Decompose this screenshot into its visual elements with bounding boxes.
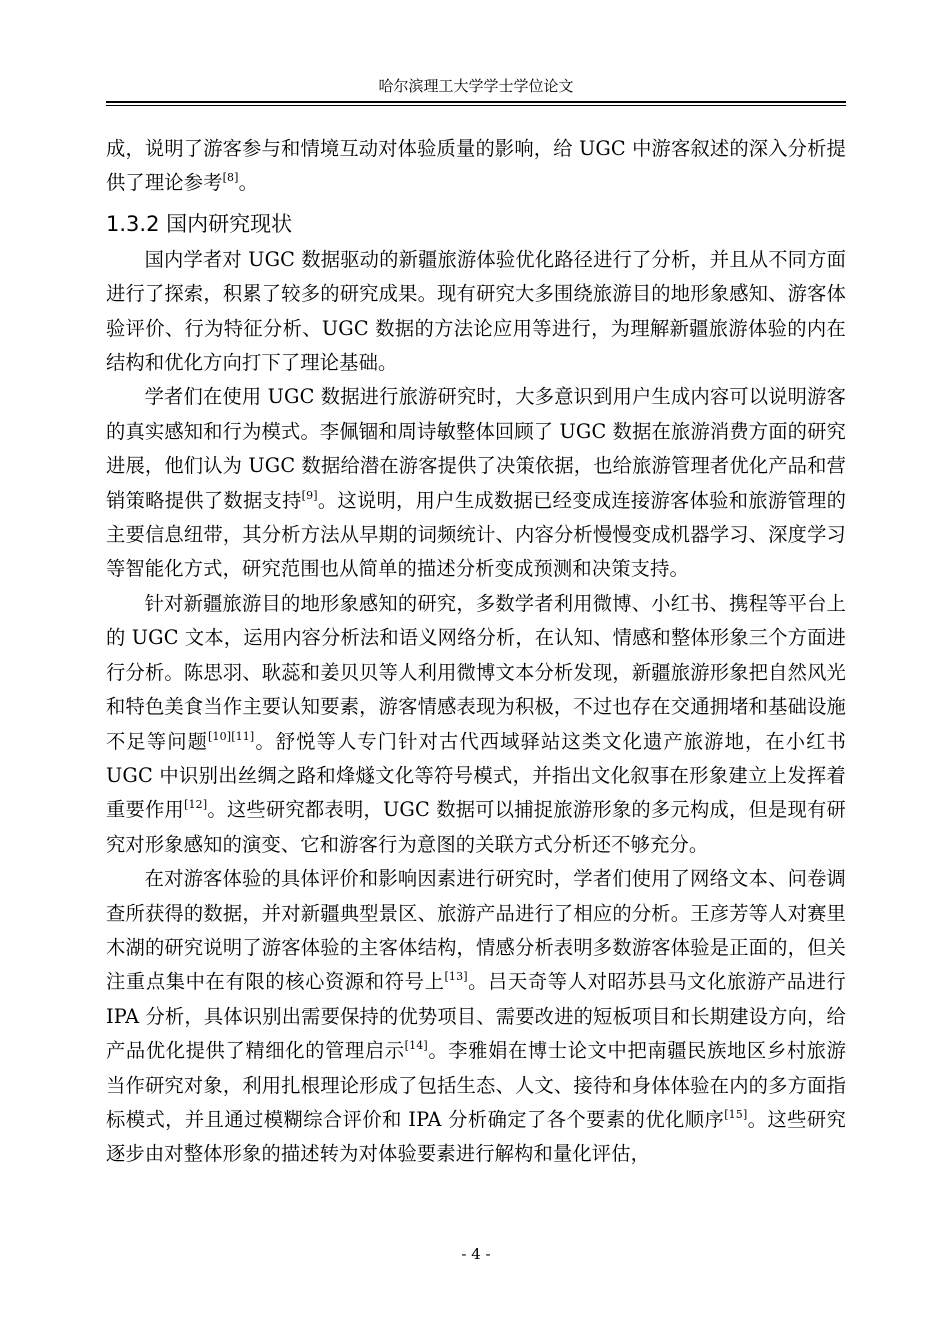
- citation-ref: [13]: [444, 970, 468, 984]
- section-heading: 1.3.2 国内研究现状: [106, 211, 293, 236]
- body-paragraph: [106, 587, 846, 862]
- paragraph-text: 。这些研究都表明，UGC 数据可以捕捉旅游形象的多元构成，但是现有研究对形象感知的演变、它和游客行为意图的关联方式分析还不够充分。: [106, 798, 846, 856]
- body-paragraph: [106, 862, 846, 1172]
- paragraph-text: 成，说明了游客参与和情境互动对体验质量的影响，给 UGC 中游客叙述的深入分析提供了理论参考: [106, 137, 846, 195]
- body-paragraph: [106, 243, 846, 381]
- paragraph-text: 。这些研究逐步由对整体形象的描述转为对体验要素进行解构和量化评估，: [106, 1107, 846, 1166]
- paragraph-text: 。: [238, 171, 259, 195]
- header-rule-thick: [106, 101, 846, 103]
- paragraph-text: 。这说明，用户生成数据已经变成连接游客体验和旅游管理的主要信息纽带，其分析方法从早期的词频统计、内容分析慢慢变成机器学习、深度学习等智能化方式，研究范围也从简单的描述分析变成预测和决策支持。: [106, 488, 846, 581]
- header-rule-thin: [106, 105, 846, 106]
- citation-ref: [10][11]: [208, 729, 255, 743]
- paragraph-text: 在对游客体验的具体评价和影响因素进行研究时，学者们使用了网络文本、问卷调查所获得的数据，并对新疆典型景区、旅游产品进行了相应的分析。王彦芳等人对赛里木湖的研究说明了游客体验的主客体结构，情感分析表明多数游客体验是正面的，但关注重点集中在有限的核心资源和符号上: [106, 867, 846, 994]
- paragraph-text: 。吕天奇等人对昭苏县马文化旅游产品进行 IPA 分析，具体识别出需要保持的优势项目、需要改进的短板项目和长期建设方向，给产品优化提供了精细化的管理启示: [106, 970, 846, 1063]
- citation-ref: [14]: [404, 1038, 428, 1052]
- page-body: [106, 132, 846, 1172]
- paragraph-text: 针对新疆旅游目的地形象感知的研究，多数学者利用微博、小红书、携程等平台上的 UGC 文本，运用内容分析法和语义网络分析，在认知、情感和整体形象三个方面进行分析。陈思羽、耿蕊和姜贝贝等人利用微博文本分析发现，新疆旅游形象把自然风光和特色美食当作主要认知要素，游客情感表现为积极，不过也存在交通拥堵和基础设施不足等问题: [106, 591, 846, 753]
- body-paragraph: [106, 132, 846, 201]
- citation-ref: [12]: [184, 798, 208, 812]
- paragraph-text: 国内学者对 UGC 数据驱动的新疆旅游体验优化路径进行了分析，并且从不同方面进行了探索，积累了较多的研究成果。现有研究大多围绕旅游目的地形象感知、游客体验评价、行为特征分析、UGC 数据的方法论应用等进行，为理解新疆旅游体验的内在结构和优化方向打下了理论基础。: [106, 247, 846, 375]
- running-header: 哈尔滨理工大学学士学位论文: [378, 77, 574, 95]
- citation-ref: [8]: [222, 171, 239, 185]
- paragraph-text: 学者们在使用 UGC 数据进行旅游研究时，大多意识到用户生成内容可以说明游客的真实感知和行为模式。李佩锢和周诗敏整体回顾了 UGC 数据在旅游消费方面的研究进展，他们认为 UGC 数据给潜在游客提供了决策依据，也给旅游管理者优化产品和营销策略提供了数据支持: [106, 385, 846, 512]
- body-paragraph: [106, 380, 846, 586]
- paragraph-text: 。舒悦等人专门针对古代西域驿站这类文化遗产旅游地，在小红书 UGC 中识别出丝绸之路和烽燧文化等符号模式，并指出文化叙事在形象建立上发挥着重要作用: [106, 729, 847, 822]
- page-number: - 4 -: [461, 1245, 491, 1263]
- citation-ref: [15]: [724, 1107, 748, 1121]
- citation-ref: [9]: [301, 488, 318, 502]
- paragraph-text: 。李雅娟在博士论文中把南疆民族地区乡村旅游当作研究对象，利用扎根理论形成了包括生态、人文、接待和身体体验在内的多方面指标模式，并且通过模糊综合评价和 IPA 分析确定了各个要素的优化顺序: [106, 1039, 846, 1131]
